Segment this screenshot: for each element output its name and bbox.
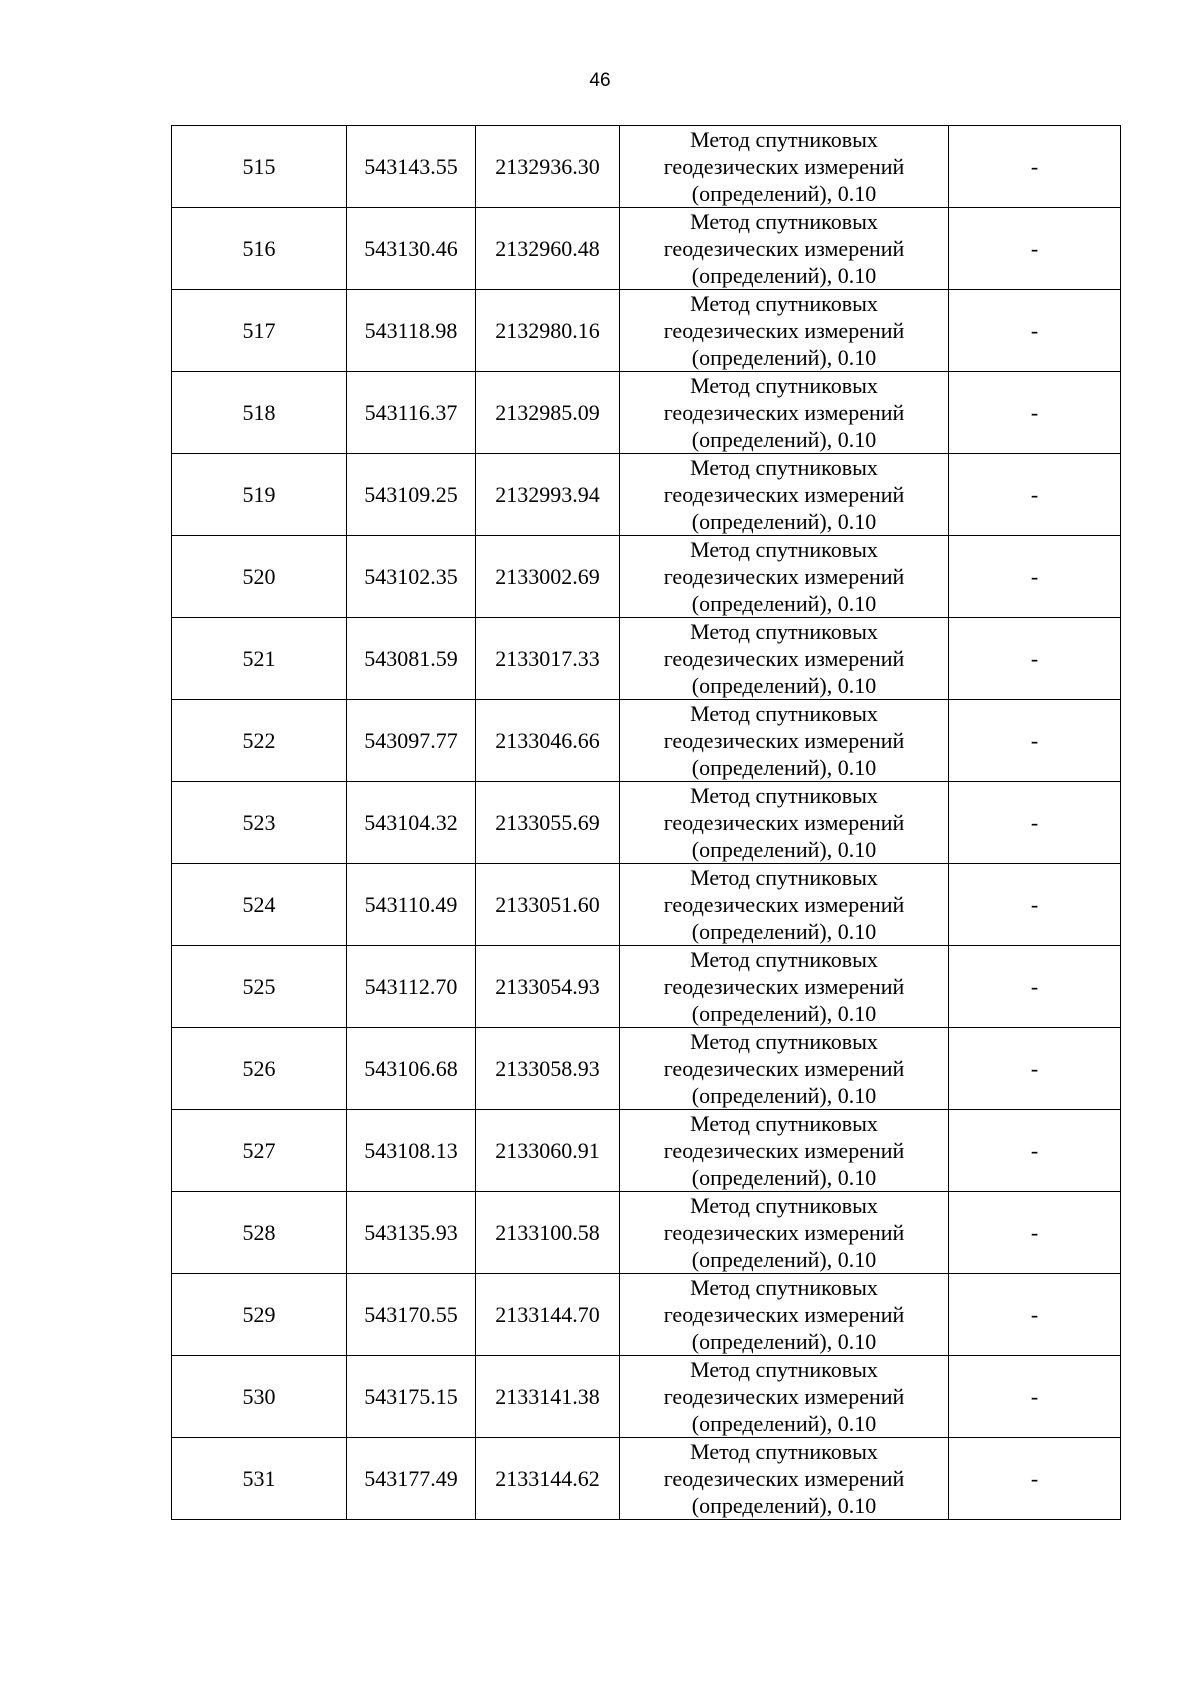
table-row — [172, 618, 1121, 700]
note-cell: - — [949, 1110, 1121, 1192]
table-row — [172, 946, 1121, 1028]
table-row — [172, 1356, 1121, 1438]
x-coordinate-cell: 543170.55 — [347, 1274, 476, 1356]
point-number-cell: 518 — [172, 372, 347, 454]
y-coordinate-cell: 2133100.58 — [476, 1192, 620, 1274]
method-accuracy-cell: Метод спутниковых геодезических измерений (определений), 0.10 — [620, 1356, 949, 1438]
note-cell: - — [949, 290, 1121, 372]
y-coordinate-cell: 2133051.60 — [476, 864, 620, 946]
method-accuracy-cell: Метод спутниковых геодезических измерений (определений), 0.10 — [620, 536, 949, 618]
table-row — [172, 536, 1121, 618]
point-number-cell: 525 — [172, 946, 347, 1028]
table-row — [172, 864, 1121, 946]
point-number-cell: 530 — [172, 1356, 347, 1438]
point-number-cell: 527 — [172, 1110, 347, 1192]
x-coordinate-cell: 543118.98 — [347, 290, 476, 372]
y-coordinate-cell: 2133002.69 — [476, 536, 620, 618]
table-row — [172, 1192, 1121, 1274]
coordinates-table-body — [172, 126, 1121, 1520]
y-coordinate-cell: 2133060.91 — [476, 1110, 620, 1192]
point-number-cell: 517 — [172, 290, 347, 372]
y-coordinate-cell: 2133058.93 — [476, 1028, 620, 1110]
point-number-cell: 520 — [172, 536, 347, 618]
x-coordinate-cell: 543081.59 — [347, 618, 476, 700]
note-cell: - — [949, 1356, 1121, 1438]
table-row — [172, 700, 1121, 782]
note-cell: - — [949, 1192, 1121, 1274]
method-accuracy-cell: Метод спутниковых геодезических измерений (определений), 0.10 — [620, 1110, 949, 1192]
point-number-cell: 524 — [172, 864, 347, 946]
method-accuracy-cell: Метод спутниковых геодезических измерений (определений), 0.10 — [620, 454, 949, 536]
note-cell: - — [949, 864, 1121, 946]
note-cell: - — [949, 536, 1121, 618]
page-number: 46 — [589, 70, 611, 91]
y-coordinate-cell: 2133017.33 — [476, 618, 620, 700]
method-accuracy-cell: Метод спутниковых геодезических измерений (определений), 0.10 — [620, 782, 949, 864]
note-cell: - — [949, 454, 1121, 536]
table-row — [172, 1110, 1121, 1192]
y-coordinate-cell: 2133141.38 — [476, 1356, 620, 1438]
point-number-cell: 526 — [172, 1028, 347, 1110]
y-coordinate-cell: 2133046.66 — [476, 700, 620, 782]
note-cell: - — [949, 372, 1121, 454]
y-coordinate-cell: 2133144.62 — [476, 1438, 620, 1520]
x-coordinate-cell: 543177.49 — [347, 1438, 476, 1520]
note-cell: - — [949, 126, 1121, 208]
method-accuracy-cell: Метод спутниковых геодезических измерений (определений), 0.10 — [620, 946, 949, 1028]
note-cell: - — [949, 946, 1121, 1028]
point-number-cell: 528 — [172, 1192, 347, 1274]
point-number-cell: 522 — [172, 700, 347, 782]
method-accuracy-cell: Метод спутниковых геодезических измерений (определений), 0.10 — [620, 618, 949, 700]
y-coordinate-cell: 2132936.30 — [476, 126, 620, 208]
method-accuracy-cell: Метод спутниковых геодезических измерений (определений), 0.10 — [620, 700, 949, 782]
x-coordinate-cell: 543104.32 — [347, 782, 476, 864]
note-cell: - — [949, 1274, 1121, 1356]
y-coordinate-cell: 2132980.16 — [476, 290, 620, 372]
point-number-cell: 516 — [172, 208, 347, 290]
x-coordinate-cell: 543097.77 — [347, 700, 476, 782]
x-coordinate-cell: 543135.93 — [347, 1192, 476, 1274]
method-accuracy-cell: Метод спутниковых геодезических измерений (определений), 0.10 — [620, 126, 949, 208]
point-number-cell: 515 — [172, 126, 347, 208]
y-coordinate-cell: 2132960.48 — [476, 208, 620, 290]
x-coordinate-cell: 543110.49 — [347, 864, 476, 946]
table-row — [172, 208, 1121, 290]
table-row — [172, 1438, 1121, 1520]
note-cell: - — [949, 1438, 1121, 1520]
y-coordinate-cell: 2132993.94 — [476, 454, 620, 536]
method-accuracy-cell: Метод спутниковых геодезических измерений (определений), 0.10 — [620, 1438, 949, 1520]
table-row — [172, 1028, 1121, 1110]
table-row — [172, 782, 1121, 864]
note-cell: - — [949, 208, 1121, 290]
method-accuracy-cell: Метод спутниковых геодезических измерений (определений), 0.10 — [620, 864, 949, 946]
method-accuracy-cell: Метод спутниковых геодезических измерений (определений), 0.10 — [620, 208, 949, 290]
method-accuracy-cell: Метод спутниковых геодезических измерений (определений), 0.10 — [620, 372, 949, 454]
x-coordinate-cell: 543116.37 — [347, 372, 476, 454]
method-accuracy-cell: Метод спутниковых геодезических измерений (определений), 0.10 — [620, 1274, 949, 1356]
point-number-cell: 523 — [172, 782, 347, 864]
note-cell: - — [949, 782, 1121, 864]
point-number-cell: 531 — [172, 1438, 347, 1520]
point-number-cell: 529 — [172, 1274, 347, 1356]
y-coordinate-cell: 2132985.09 — [476, 372, 620, 454]
note-cell: - — [949, 700, 1121, 782]
method-accuracy-cell: Метод спутниковых геодезических измерений (определений), 0.10 — [620, 1192, 949, 1274]
y-coordinate-cell: 2133144.70 — [476, 1274, 620, 1356]
x-coordinate-cell: 543108.13 — [347, 1110, 476, 1192]
x-coordinate-cell: 543102.35 — [347, 536, 476, 618]
note-cell: - — [949, 1028, 1121, 1110]
y-coordinate-cell: 2133054.93 — [476, 946, 620, 1028]
method-accuracy-cell: Метод спутниковых геодезических измерений (определений), 0.10 — [620, 290, 949, 372]
x-coordinate-cell: 543109.25 — [347, 454, 476, 536]
coordinates-table — [171, 125, 1121, 1520]
table-row — [172, 290, 1121, 372]
x-coordinate-cell: 543112.70 — [347, 946, 476, 1028]
note-cell: - — [949, 618, 1121, 700]
x-coordinate-cell: 543175.15 — [347, 1356, 476, 1438]
x-coordinate-cell: 543130.46 — [347, 208, 476, 290]
method-accuracy-cell: Метод спутниковых геодезических измерений (определений), 0.10 — [620, 1028, 949, 1110]
point-number-cell: 519 — [172, 454, 347, 536]
x-coordinate-cell: 543106.68 — [347, 1028, 476, 1110]
table-row — [172, 372, 1121, 454]
y-coordinate-cell: 2133055.69 — [476, 782, 620, 864]
table-row — [172, 1274, 1121, 1356]
point-number-cell: 521 — [172, 618, 347, 700]
x-coordinate-cell: 543143.55 — [347, 126, 476, 208]
table-row — [172, 454, 1121, 536]
table-row — [172, 126, 1121, 208]
